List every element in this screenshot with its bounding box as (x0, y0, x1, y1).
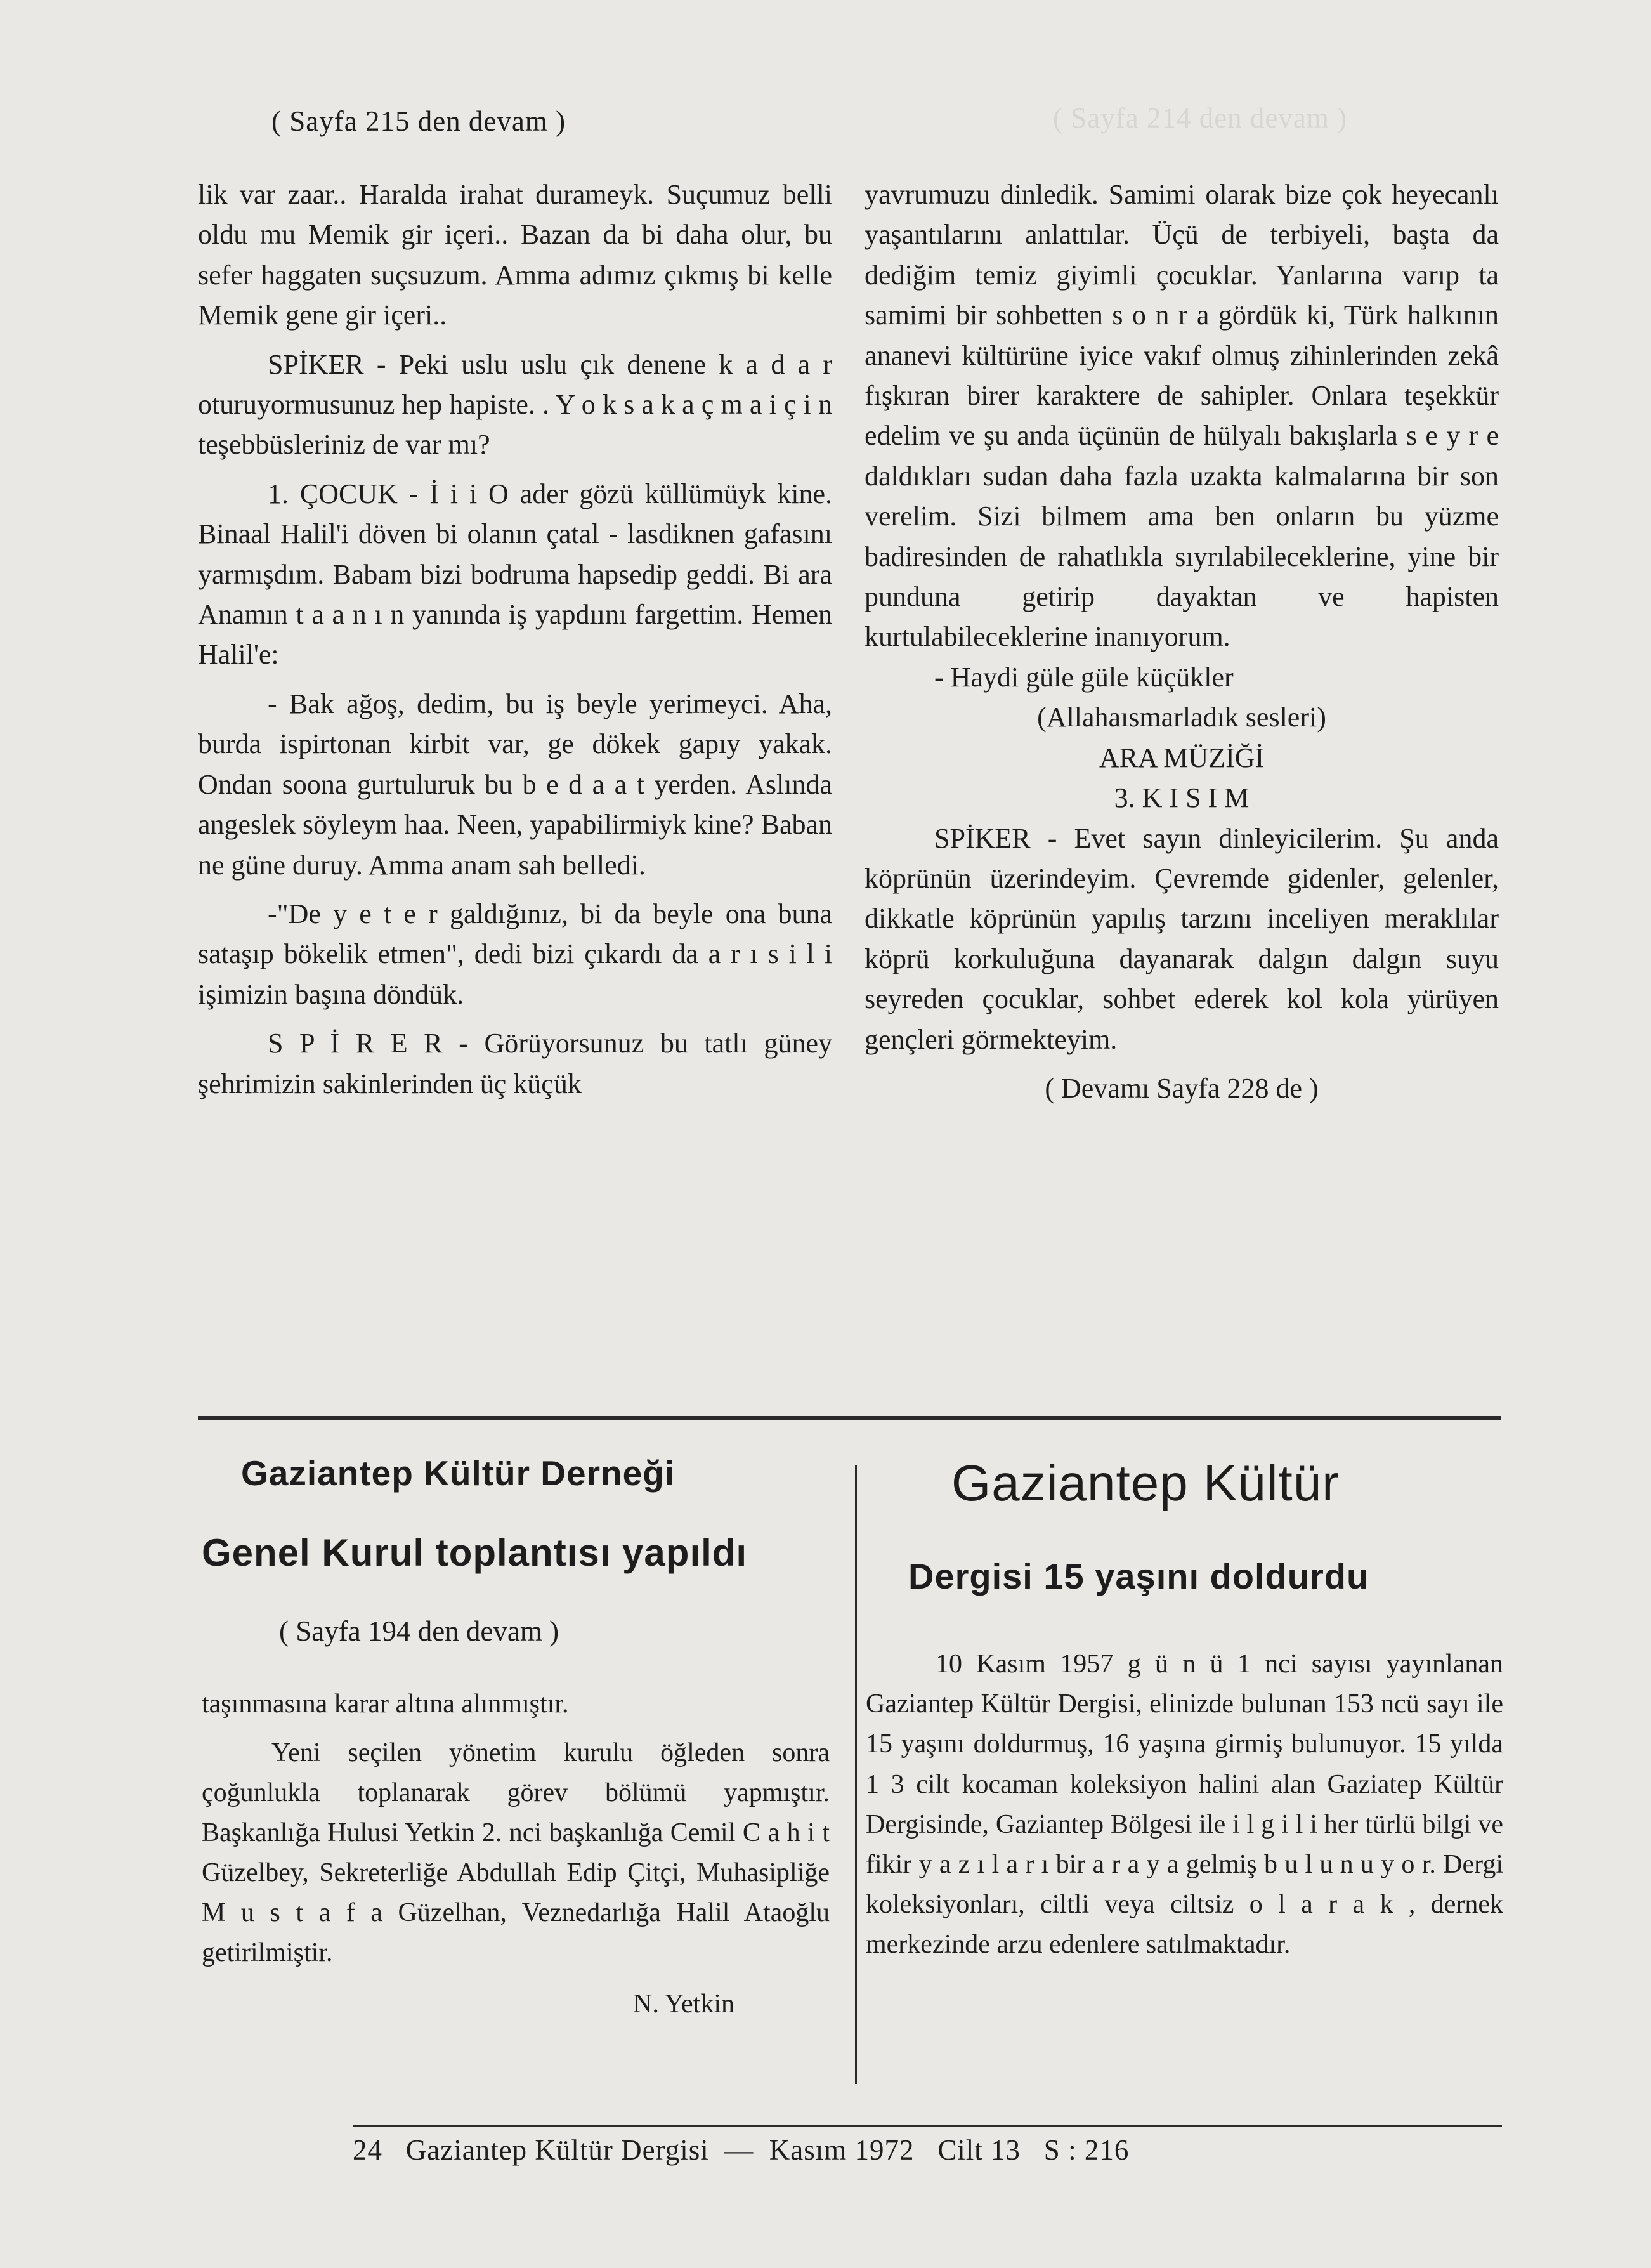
headline: Genel Kurul toplantısı yapıldı (202, 1531, 748, 1574)
paragraph: SPİKER - Evet sayın dinleyicilerim. Şu anda köprünün üzerindeyim. Çevremde gidenler, gelenler, dikkatle köprünün yapılış tarzını inceliyen meraklılar köprü korkuluğuna dayanarak dalgın dalgın suyu seyreden çocuklar, sohbet ederek kol kola yürüyen gençleri görmekteyim. (865, 822, 1499, 1055)
bleed-through-text: ( Sayfa 214 den devam ) (1053, 102, 1348, 134)
paragraph: SPİKER - Peki uslu uslu çık denene k a d a r oturuyormusunuz hep hapiste. . Y o k s a k a ç m a i ç i n teşebbüsleriniz de var mı? (198, 348, 832, 461)
headline: Gaziantep Kültür (951, 1455, 1340, 1511)
continued-from-note: ( Sayfa 194 den devam ) (279, 1615, 559, 1647)
signature: N. Yetkin (633, 1989, 734, 2019)
section-label: ARA MÜZİĞİ (1099, 742, 1265, 773)
paragraph: taşınmasına karar altına alınmıştır. (202, 1689, 569, 1719)
continued-on-note: ( Devamı Sayfa 228 de ) (1045, 1072, 1319, 1104)
paragraph: - Haydi güle güle küçükler (934, 661, 1234, 693)
paragraph: Yeni seçilen yönetim kurulu öğleden sonra çoğunlukla toplanarak görev bölümü yapmıştır. Başkanlığa Hulusi Yetkin 2. nci başkanlığa Cemil C a h i t Güzelbey, Sekreterliğe Abdullah Edip Çitçi, Muhasipliğe M u s t a f a Güzelhan, Veznedarlığa Halil Ataoğlu getirilmiştir. (202, 1738, 830, 1967)
article-left-column (198, 174, 832, 1104)
article-right-column (865, 174, 1499, 1108)
footer-rule (353, 2125, 1502, 2127)
section-divider (865, 1416, 1501, 1420)
column-divider (855, 1465, 857, 2084)
continued-from-note: ( Sayfa 215 den devam ) (271, 105, 566, 137)
stage-direction: (Allahaısmarladık sesleri) (1037, 702, 1326, 733)
paragraph: - Bak ağoş, dedim, bu iş beyle yerimeyci. Aha, burda ispirtonan kirbit var, ge dökek gapıy yakak. Ondan soona gurtuluruk bu b e d a a t yerden. Aslında angeslek söyleym haa. Neen, yapabilirmiyk kine? Baban ne güne duruy. Amma anam sah belledi. (198, 688, 832, 881)
paragraph: 1. ÇOCUK - İ i i O ader gözü küllümüyk kine. Binaal Halil'i döven bi olanın çatal - lasdiknen gafasını yarmışdım. Babam bizi bodruma hapsedip geddi. Bi ara Anamın t a a n ı n yanında iş yapdıını fargettim. Hemen Halil'e: (198, 478, 832, 671)
paragraph: yavrumuzu dinledik. Samimi olarak bize çok heyecanlı yaşantılarını anlattılar. Üçü de terbiyeli, başta da dediğim temiz giyimli çocuklar. Yanlarına varıp ta samimi bir sohbetten s o n r a gördük ki, Türk halkının ananevi kültürüne iyice vakıf olmuş zihinlerinden zekâ fışkıran birer karaktere de sahipler. Onlara teşekkür edelim ve şu anda üçünün de hülyalı bakışlarla s e y r e daldıkları sudan daha fazla uzakta kalmalarına bir son verelim. Sizi bilmem ama ben onların bu yüzme badiresinden de rahatlıkla sıyrılabileceklerine, yine bir punduna getirip dayaktan ve hapisten kurtulabileceklerine inanıyorum. (865, 179, 1499, 653)
article-body (866, 1644, 1503, 1965)
paragraph: -"De y e t e r galdığınız, bi da beyle ona buna sataşıp bökelik etmen", dedi bizi çıkardı da a r ı s i l i işimizin başına döndük. (198, 898, 832, 1010)
paragraph: S P İ R E R - Görüyorsunuz bu tatlı güney şehrimizin sakinlerinden üç küçük (198, 1028, 832, 1099)
paragraph: 10 Kasım 1957 g ü n ü 1 nci sayısı yayınlanan Gaziantep Kültür Dergisi, elinizde bulunan 153 ncü sayı ile 15 yaşını doldurmuş, 16 yaşına girmiş bulunuyor. 15 yılda 1 3 cilt kocaman koleksiyon halini alan Gaziatep Kültür Dergisinde, Gaziantep Bölgesi ile i l g i l i her türlü bilgi ve fikir y a z ı l a r ı bir a r a y a gelmiş b u l u n u y o r. Dergi koleksiyonları, ciltli veya ciltsiz o l a r a k , dernek merkezinde arzu edenlere satılmaktadır. (866, 1649, 1503, 1960)
headline: Gaziantep Kültür Derneği (241, 1453, 675, 1493)
section-label: 3. K I S I M (1114, 782, 1250, 814)
section-divider (198, 1416, 865, 1420)
paragraph: lik var zaar.. Haralda irahat durameyk. Suçumuz belli oldu mu Memik gir içeri.. Bazan da bi daha olur, bu sefer haggaten suçsuzum. Amma adımız çıkmış bi kelle Memik gene gir içeri.. (198, 179, 832, 331)
headline: Dergisi 15 yaşını doldurdu (908, 1556, 1369, 1596)
article-body (202, 1684, 830, 2024)
page-footer: 24 Gaziantep Kültür Dergisi — Kasım 1972 Cilt 13 S : 216 (353, 2134, 1130, 2166)
